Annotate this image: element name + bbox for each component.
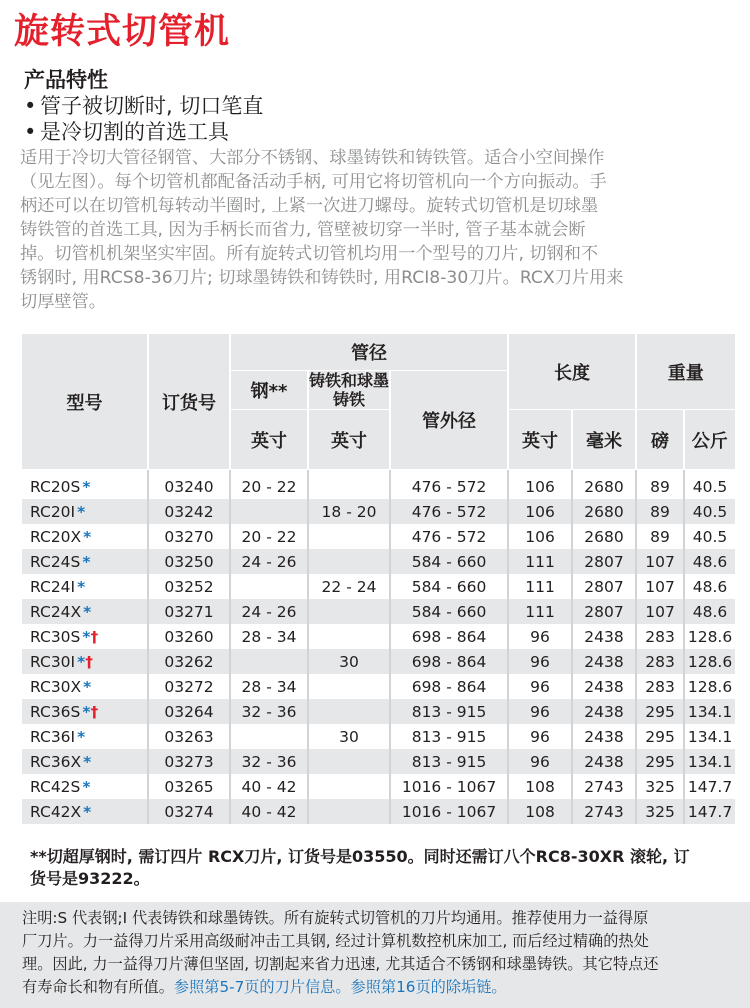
table-row — [22, 524, 735, 549]
cell-lb: 89 — [636, 524, 684, 549]
cell-steel: 20 - 22 — [230, 524, 308, 549]
cell-mm: 2680 — [572, 470, 636, 500]
cell-od: 584 - 660 — [390, 549, 508, 574]
cell-iron — [308, 549, 390, 574]
table-row — [22, 724, 735, 749]
cell-in: 111 — [508, 599, 572, 624]
cell-mm: 2438 — [572, 749, 636, 774]
header-weight-kg: 公斤 — [684, 410, 735, 470]
product-description: 适用于冷切大管径钢管、大部分不锈钢、球墨铸铁和铸铁管。适合小空间操作 （见左图）。每个切管机都配备活动手柄, 可用它将切管机向一个方向振动。手 柄还可以在切管机每转动半圈时, 上紧一次进刀螺母。旋转式切管机是切球墨 铸铁管的首选工具, 因为手柄长而省力, 管壁被切穿一半时, 管子基本就会断 掉。切管机机架坚实牢固。所有旋转式切管机均用一个型号的刀片, 切钢和不 锈钢时, 用RCS8-36刀片; 切球墨铸铁和铸铁时, 用RCI8-30刀片。RCX刀片用来 切厚壁管。 — [20, 148, 624, 312]
cell-iron: 18 - 20 — [308, 499, 390, 524]
cell-steel: 32 - 36 — [230, 749, 308, 774]
table-row — [22, 674, 735, 699]
cell-od: 584 - 660 — [390, 574, 508, 599]
star-mark: * — [82, 552, 91, 571]
table-row — [22, 799, 735, 824]
cell-in: 106 — [508, 470, 572, 500]
page-title: 旋转式切管机 — [14, 12, 231, 52]
header-model: 型号 — [22, 334, 148, 470]
cell-kg: 147.7 — [684, 774, 735, 799]
cell-model: RC20S * — [22, 470, 148, 500]
cell-kg: 134.1 — [684, 724, 735, 749]
cell-mm: 2743 — [572, 799, 636, 824]
cell-in: 108 — [508, 774, 572, 799]
cell-iron — [308, 599, 390, 624]
cell-in: 111 — [508, 549, 572, 574]
cell-od: 813 - 915 — [390, 749, 508, 774]
cell-in: 106 — [508, 524, 572, 549]
cell-model: RC24X * — [22, 599, 148, 624]
star-mark: * — [83, 802, 92, 821]
star-mark: * — [83, 602, 92, 621]
table-row — [22, 599, 735, 624]
cell-mm: 2438 — [572, 649, 636, 674]
header-weight-lb: 磅 — [636, 410, 684, 470]
cell-model: RC36X * — [22, 749, 148, 774]
star-mark: * — [77, 577, 86, 596]
spec-table — [22, 333, 736, 824]
cell-steel: 20 - 22 — [230, 470, 308, 500]
cell-in: 96 — [508, 699, 572, 724]
cell-iron — [308, 699, 390, 724]
cell-steel: 28 - 34 — [230, 674, 308, 699]
cell-model: RC36I * — [22, 724, 148, 749]
cell-iron — [308, 470, 390, 500]
cell-iron — [308, 749, 390, 774]
header-pipe-diameter: 管径 — [230, 334, 508, 371]
cell-steel: 32 - 36 — [230, 699, 308, 724]
cell-lb: 295 — [636, 749, 684, 774]
cell-order: 03240 — [148, 470, 230, 500]
cell-lb: 325 — [636, 799, 684, 824]
star-mark: * — [82, 702, 91, 721]
header-weight: 重量 — [636, 334, 735, 410]
cell-in: 96 — [508, 724, 572, 749]
cell-kg: 134.1 — [684, 699, 735, 724]
table-row — [22, 470, 735, 500]
cell-kg: 40.5 — [684, 499, 735, 524]
cell-order: 03265 — [148, 774, 230, 799]
header-length-mm: 毫米 — [572, 410, 636, 470]
cell-od: 476 - 572 — [390, 524, 508, 549]
cell-model: RC20X * — [22, 524, 148, 549]
header-length: 长度 — [508, 334, 636, 410]
star-mark: * — [77, 502, 86, 521]
cell-lb: 89 — [636, 499, 684, 524]
cell-kg: 128.6 — [684, 649, 735, 674]
cell-in: 96 — [508, 649, 572, 674]
table-row — [22, 574, 735, 599]
cell-model: RC24S * — [22, 549, 148, 574]
dagger-mark: † — [90, 627, 99, 646]
table-row — [22, 499, 735, 524]
cell-steel — [230, 649, 308, 674]
cell-iron — [308, 674, 390, 699]
star-mark: * — [82, 477, 91, 496]
cell-order: 03274 — [148, 799, 230, 824]
cell-iron — [308, 624, 390, 649]
cell-od: 698 - 864 — [390, 624, 508, 649]
star-mark: * — [77, 727, 86, 746]
cell-steel: 40 - 42 — [230, 774, 308, 799]
header-steel: 钢** — [230, 371, 308, 410]
cell-in: 106 — [508, 499, 572, 524]
cell-lb: 283 — [636, 649, 684, 674]
header-cast-iron: 铸铁和球墨铸铁 — [309, 371, 390, 409]
features-heading: 产品特性 — [24, 68, 108, 92]
cell-lb: 107 — [636, 574, 684, 599]
cell-iron — [308, 774, 390, 799]
cell-steel: 28 - 34 — [230, 624, 308, 649]
cell-steel — [230, 574, 308, 599]
cell-mm: 2680 — [572, 499, 636, 524]
header-outer-diameter: 管外径 — [390, 371, 508, 470]
cell-order: 03250 — [148, 549, 230, 574]
dagger-mark: † — [85, 652, 93, 671]
header-iron-inch: 英寸 — [308, 410, 390, 470]
cell-in: 96 — [508, 749, 572, 774]
cell-order: 03273 — [148, 749, 230, 774]
cell-od: 698 - 864 — [390, 649, 508, 674]
cell-lb: 89 — [636, 470, 684, 500]
cell-od: 813 - 915 — [390, 724, 508, 749]
cell-mm: 2438 — [572, 724, 636, 749]
feature-bullet: • 管子被切断时, 切口笔直 — [24, 94, 264, 118]
cell-model: RC42S * — [22, 774, 148, 799]
cell-kg: 40.5 — [684, 524, 735, 549]
cell-mm: 2438 — [572, 674, 636, 699]
cell-model: RC42X * — [22, 799, 148, 824]
cell-iron — [308, 799, 390, 824]
cell-od: 476 - 572 — [390, 470, 508, 500]
star-mark: * — [82, 777, 91, 796]
cell-lb: 283 — [636, 674, 684, 699]
cell-kg: 48.6 — [684, 549, 735, 574]
cell-in: 96 — [508, 674, 572, 699]
cell-order: 03263 — [148, 724, 230, 749]
cell-od: 698 - 864 — [390, 674, 508, 699]
cell-steel: 24 - 26 — [230, 549, 308, 574]
table-row — [22, 549, 735, 574]
cell-iron — [308, 524, 390, 549]
cell-iron: 30 — [308, 724, 390, 749]
cell-lb: 107 — [636, 599, 684, 624]
header-length-inch: 英寸 — [508, 410, 572, 470]
header-steel-inch: 英寸 — [230, 410, 308, 470]
table-row — [22, 774, 735, 799]
cell-steel — [230, 724, 308, 749]
star-mark: * — [82, 627, 91, 646]
cell-order: 03270 — [148, 524, 230, 549]
reference-link[interactable]: 参照第5-7页的刀片信息。参照第16页的除垢链。 — [173, 978, 507, 996]
cell-in: 96 — [508, 624, 572, 649]
cell-order: 03242 — [148, 499, 230, 524]
cell-od: 813 - 915 — [390, 699, 508, 724]
cell-order: 03264 — [148, 699, 230, 724]
cell-steel: 24 - 26 — [230, 599, 308, 624]
table-row — [22, 624, 735, 649]
note-panel: 注明:S 代表钢;I 代表铸铁和球墨铸铁。所有旋转式切管机的刀片均通用。推荐使用力一益得原 厂刀片。力一益得刀片采用高级耐冲击工具钢, 经过计算机数控机床加工, 而后经过精确的热处 理。因此, 力一益得刀片薄但坚固, 切割起来省力迅速, 尤其适合不锈钢和球墨铸铁。其它特点还 有寿命长和物有所值。参照第5-7页的刀片信息。参照第16页的除垢链。 — [0, 902, 750, 1008]
cell-kg: 48.6 — [684, 599, 735, 624]
cell-od: 476 - 572 — [390, 499, 508, 524]
table-row — [22, 649, 735, 674]
feature-bullet: • 是冷切割的首选工具 — [24, 120, 229, 144]
cell-lb: 283 — [636, 624, 684, 649]
cell-mm: 2438 — [572, 699, 636, 724]
cell-lb: 325 — [636, 774, 684, 799]
cell-order: 03260 — [148, 624, 230, 649]
cell-lb: 295 — [636, 699, 684, 724]
star-mark: * — [83, 527, 92, 546]
cell-kg: 128.6 — [684, 674, 735, 699]
cell-model: RC30S *† — [22, 624, 148, 649]
cell-kg: 48.6 — [684, 574, 735, 599]
cell-order: 03272 — [148, 674, 230, 699]
cell-mm: 2743 — [572, 774, 636, 799]
table-row — [22, 699, 735, 724]
cell-model: RC30X * — [22, 674, 148, 699]
star-mark: * — [77, 652, 86, 671]
cell-model: RC30I *† — [22, 649, 148, 674]
cell-kg: 134.1 — [684, 749, 735, 774]
cell-kg: 147.7 — [684, 799, 735, 824]
cell-iron: 22 - 24 — [308, 574, 390, 599]
dagger-mark: † — [90, 702, 99, 721]
cell-od: 584 - 660 — [390, 599, 508, 624]
cell-lb: 107 — [636, 549, 684, 574]
footnote: **切超厚钢时, 需订四片 RCX刀片, 订货号是03550。同时还需订八个RC8-30XR 滚轮, 订 货号是93222。 — [30, 847, 690, 888]
cell-order: 03252 — [148, 574, 230, 599]
star-mark: * — [83, 677, 92, 696]
cell-mm: 2807 — [572, 549, 636, 574]
cell-steel: 40 - 42 — [230, 799, 308, 824]
cell-steel — [230, 499, 308, 524]
cell-in: 108 — [508, 799, 572, 824]
star-mark: * — [83, 752, 92, 771]
cell-lb: 295 — [636, 724, 684, 749]
cell-od: 1016 - 1067 — [390, 799, 508, 824]
cell-model: RC36S *† — [22, 699, 148, 724]
cell-in: 111 — [508, 574, 572, 599]
cell-od: 1016 - 1067 — [390, 774, 508, 799]
cell-kg: 40.5 — [684, 470, 735, 500]
cell-order: 03271 — [148, 599, 230, 624]
cell-mm: 2807 — [572, 599, 636, 624]
cell-iron: 30 — [308, 649, 390, 674]
cell-mm: 2807 — [572, 574, 636, 599]
cell-model: RC20I * — [22, 499, 148, 524]
cell-mm: 2438 — [572, 624, 636, 649]
table-row — [22, 749, 735, 774]
cell-model: RC24I * — [22, 574, 148, 599]
cell-mm: 2680 — [572, 524, 636, 549]
header-order-no: 订货号 — [148, 334, 230, 470]
cell-kg: 128.6 — [684, 624, 735, 649]
cell-order: 03262 — [148, 649, 230, 674]
